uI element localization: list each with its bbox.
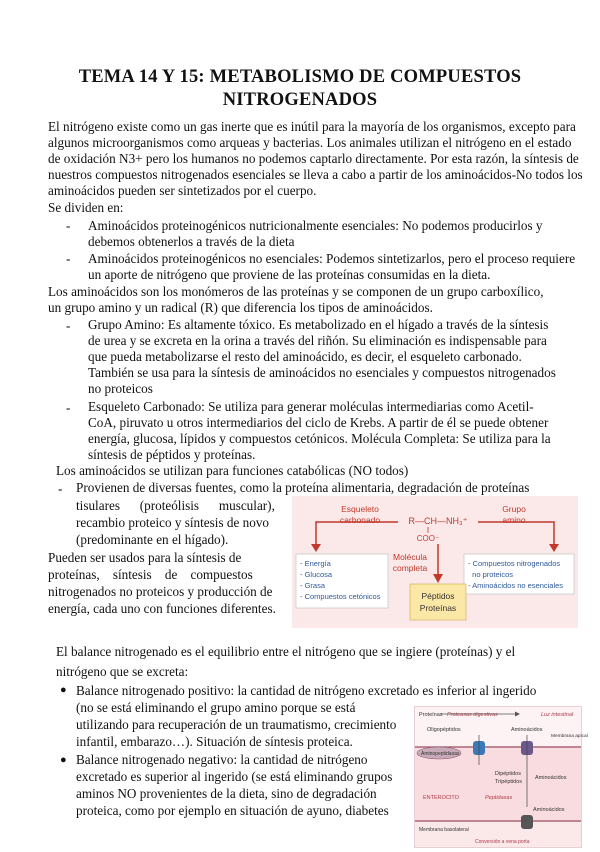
group-esqueleto-line-3: energía, glucosa, lípidos y compuestos cetónicos. Molécula Completa: Se utiliza para la bbox=[88, 431, 551, 446]
sources-line-3: recambio proteico y síntesis de novo bbox=[76, 515, 270, 530]
membrana-label: Membrana apical bbox=[551, 734, 588, 739]
intro-line-2: algunos microorganismos como arqueas y bacterias. Los animales utilizan el nitrógeno en el estado bbox=[48, 135, 572, 150]
peptidos-label: Péptidos bbox=[421, 591, 455, 601]
aminopeptidasa-label: Aminopeptidasas bbox=[421, 751, 460, 757]
left-box-item: - Grasa bbox=[300, 581, 326, 590]
right-box-item: - Aminoácidos no esenciales bbox=[468, 581, 564, 590]
group-esqueleto-line-4: síntesis de péptidos y proteínas. bbox=[88, 447, 256, 462]
balance-bullet-1: ● bbox=[60, 684, 67, 696]
proteasas-label: Proteasas digestivas bbox=[447, 712, 498, 718]
group-marker-2: - bbox=[66, 400, 71, 415]
se-dividen: Se dividen en: bbox=[48, 200, 124, 215]
aminoacidos-top-label: Aminoácidos bbox=[511, 727, 543, 733]
arrow-right-head bbox=[549, 544, 559, 552]
aminoacidos-low-label: Aminoácidos bbox=[533, 807, 565, 813]
protein-digestion-svg bbox=[415, 707, 588, 847]
peptidasas-label: Peptidasas bbox=[485, 795, 513, 801]
left-box-item: - Glucosa bbox=[300, 570, 333, 579]
amino-acid-fate-svg bbox=[292, 496, 578, 628]
group-amino-line-3: que pueda metabolizarse el resto del aminoácido, es decir, el esqueleto carbonado. bbox=[88, 349, 522, 364]
sources-line-2: tisulares (proteólisis muscular), bbox=[76, 498, 275, 513]
pueden-line-1: Pueden ser usados para la síntesis de bbox=[48, 550, 242, 565]
balance-line-1: El balance nitrogenado es el equilibrio entre el nitrógeno que se ingiere (proteínas) y el bbox=[56, 644, 516, 659]
division-marker-2: - bbox=[66, 251, 71, 266]
arrow-right-line bbox=[478, 522, 554, 546]
peptidos-box bbox=[410, 584, 466, 620]
monomers-line-2: un grupo amino y un radical (R) que diferencia los tipos de aminoácidos. bbox=[48, 300, 433, 315]
page-title: TEMA 14 Y 15: METABOLISMO DE COMPUESTOS NITROGENADOS bbox=[78, 67, 522, 110]
balance-positive-line-2: (no se está eliminando el grupo amino porque se está bbox=[76, 700, 356, 715]
division-item-2-line-1: Aminoácidos proteinogénicos no esenciales: Podemos sintetizarlos, pero el proceso requiere bbox=[88, 251, 576, 266]
enterocito-label: ENTEROCITO bbox=[423, 795, 459, 801]
group-marker-1: - bbox=[66, 318, 71, 333]
intro-line-5: aminoácidos pueden ser sintetizados por el cuerpo. bbox=[48, 183, 317, 198]
proteinas-label: Proteínas bbox=[419, 603, 457, 613]
left-box-item: - Compuestos cetónicos bbox=[300, 592, 381, 601]
group-amino-line-1: Grupo Amino: Es altamente tóxico. Es metabolizado en el hígado a través de la síntesis bbox=[88, 317, 549, 332]
conversion-label: Conversión a vena porta bbox=[475, 839, 530, 845]
sources-marker: - bbox=[58, 481, 63, 496]
pueden-line-3: nitrogenados no proteicos y producción de bbox=[48, 584, 273, 599]
molecula-label: Molécula bbox=[392, 552, 428, 562]
balance-line-2: nitrógeno que se excreta: bbox=[56, 664, 189, 679]
division-item-1-line-2: debemos obtenerlos a través de la dieta bbox=[88, 234, 295, 249]
arrow-center-head bbox=[433, 574, 443, 583]
esqueleto-label: Esqueleto bbox=[341, 504, 379, 514]
group-amino-line-4: También se usa para la síntesis de aminoácidos no esenciales y compuestos nitrogenados bbox=[88, 365, 556, 380]
amino-acid-fate-diagram bbox=[292, 496, 578, 628]
catabolic-line: Los aminoácidos se utilizan para funciones catabólicas (NO todos) bbox=[56, 463, 409, 478]
pueden-line-2: proteínas, síntesis de compuestos bbox=[48, 567, 253, 582]
balance-negative-line-4: proteica, como por ejemplo en situación de ayuno, diabetes bbox=[76, 803, 389, 818]
division-item-2-line-2: un aporte de nitrógeno que proviene de las proteínas consumidas en la dieta. bbox=[88, 267, 491, 282]
left-box-item: - Energía bbox=[300, 559, 331, 568]
completa-label: completa bbox=[392, 563, 428, 573]
protein-digestion-diagram bbox=[414, 706, 588, 848]
group-esqueleto-line-2: CoA, piruvato u otros intermediarios del ciclo de Krebs. A partir de él se puede obtener bbox=[88, 415, 549, 430]
monomers-line-1: Los aminoácidos son los monómeros de las proteínas y se componen de un grupo carboxílico, bbox=[48, 284, 544, 299]
division-item-1-line-1: Aminoácidos proteinogénicos nutricionalmente esenciales: No podemos producirlos y bbox=[88, 218, 543, 233]
amino-label: amino bbox=[502, 515, 526, 525]
balance-positive-line-4: infantil, embarazo…). Situación de síntesis proteica. bbox=[76, 734, 353, 749]
aminoacidos-mid-label: Aminoácidos bbox=[535, 775, 567, 781]
balance-negative-line-3: aminos NO provenientes de la dieta, sino de degradación bbox=[76, 786, 377, 801]
oligopeptidos-label: Oligopéptidos bbox=[427, 727, 461, 733]
balance-bullet-2: ● bbox=[60, 754, 67, 766]
right-box-item: - Compuestos nitrogenados bbox=[468, 559, 561, 568]
pueden-line-4: energía, cada uno con funciones diferentes. bbox=[48, 601, 276, 616]
basolateral-label: Membrana basolateral bbox=[419, 827, 469, 833]
intro-line-3: de oxidación N3+ pero los humanos no podemos captarlo directamente. Por esta razón, la síntesis de bbox=[48, 151, 579, 166]
formula-coo: COO⁻ bbox=[416, 534, 440, 543]
formula: R—CH—NH₃⁺ bbox=[408, 516, 468, 526]
balance-positive-line-3: utilizando para recuperación de un traumatismo, crecimiento bbox=[76, 717, 397, 732]
arrow-left-line bbox=[316, 522, 398, 546]
intro-line-4: nuestros compuestos nitrogenados esenciales se lleva a cabo a partir de los aminoácidos-No todos los bbox=[48, 167, 583, 182]
sources-line-1: Provienen de diversas fuentes, como la proteína alimentaria, degradación de proteínas bbox=[76, 480, 530, 495]
sources-line-4: (predominante en el hígado). bbox=[76, 532, 229, 547]
balance-negative-line-2: excretado es superior al ingerido (se está eliminando grupos bbox=[76, 769, 393, 784]
grupo-label: Grupo bbox=[502, 504, 526, 514]
arrow-left-head bbox=[311, 544, 321, 552]
intro-line-1: El nitrógeno existe como un gas inerte que es inútil para la mayoría de los organismos, excepto para bbox=[48, 119, 576, 134]
dipeptidos-label: Dipéptidos bbox=[495, 771, 521, 777]
balance-negative-line-1: Balance nitrogenado negativo: la cantidad de nitrógeno bbox=[76, 752, 368, 767]
right-box-item: no proteicos bbox=[468, 570, 514, 579]
tripeptidos-label: Tripéptidos bbox=[495, 779, 523, 785]
carbonado-label: carbonado bbox=[339, 515, 381, 525]
proteinas-label: Proteínas bbox=[419, 712, 443, 718]
group-amino-line-5: no proteicos bbox=[88, 381, 153, 396]
division-marker-1: - bbox=[66, 218, 71, 233]
group-esqueleto-line-1: Esqueleto Carbonado: Se utiliza para generar moléculas intermediarias como Acetil- bbox=[88, 399, 534, 414]
balance-positive-line-1: Balance nitrogenado positivo: la cantidad de nitrógeno excretado es inferior al ingerido bbox=[76, 683, 537, 698]
group-amino-line-2: de urea y se excreta en la orina a través del riñón. Su eliminación es indispensable para bbox=[88, 333, 547, 348]
luz-label: Luz intestinal bbox=[541, 712, 574, 718]
amino-acid-transporter-basolateral bbox=[521, 815, 533, 829]
